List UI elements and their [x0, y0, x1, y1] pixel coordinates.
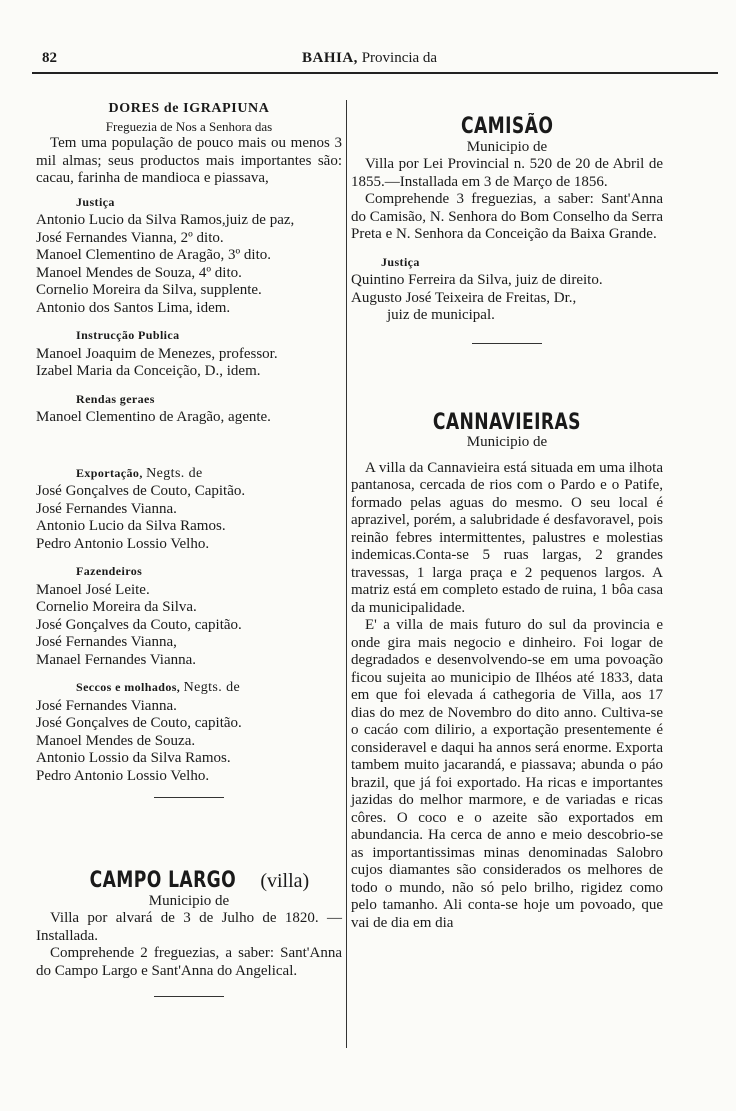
heading-seccos-bold: Seccos e molhados,	[76, 680, 181, 694]
section-paragraph: Tem uma população de pouco mais ou menos 3 mil almas; seus productos mais importantes são: cacau, farinha de mandioca e piassava,	[36, 135, 342, 186]
section-subtitle: Municipio de	[148, 892, 230, 909]
column-divider	[346, 100, 347, 1048]
section-subtitle: Municipio de	[466, 138, 548, 155]
list-item: Cornelio Moreira da Silva, supplente.	[36, 282, 262, 298]
list-item: José Fernandes Vianna.	[36, 697, 177, 714]
heading-exportacao	[76, 465, 342, 483]
running-head	[302, 50, 437, 67]
section-dores	[36, 100, 342, 798]
section-title-row	[351, 114, 663, 139]
list-item: Izabel Maria da Conceição, D., idem.	[36, 363, 261, 379]
list-item: José Fernandes Vianna,	[36, 634, 177, 650]
header-rule	[32, 72, 718, 74]
list-item: Manoel Mendes de Souza, 4º dito.	[36, 264, 242, 281]
list-item: Quintino Ferreira da Silva, juiz de direito.	[351, 272, 603, 288]
section-camisao	[351, 114, 663, 344]
section-paragraph: Comprehende 2 freguezias, a saber: Sant'Anna do Campo Largo e Sant'Anna do Angelical.	[36, 945, 342, 979]
list-item: Manael Fernandes Vianna.	[36, 651, 197, 668]
list-item: Cornelio Moreira da Silva.	[36, 599, 197, 615]
list-item: Antonio Lucio da Silva Ramos,juiz de paz,	[36, 212, 295, 228]
section-rule	[154, 996, 224, 997]
list-item: Manoel Mendes de Souza.	[36, 732, 196, 749]
list-item: Augusto José Teixeira de Freitas, Dr.,	[351, 289, 577, 306]
heading-justica: Justiça	[76, 194, 115, 209]
section-rule	[154, 797, 224, 798]
list-item: José Fernandes Vianna.	[36, 500, 177, 517]
page-header	[32, 50, 718, 74]
running-head-bold: BAHIA,	[302, 50, 358, 66]
section-title: CAMISÃO	[460, 114, 554, 139]
section-cannavieiras	[351, 409, 663, 933]
list-item: José Gonçalves de Couto, Capitão.	[36, 483, 246, 499]
list-item: Manoel Clementino de Aragão, 3º dito.	[36, 247, 272, 263]
heading-instrucao: Instrucção Publica	[76, 328, 180, 342]
page-number: 82	[42, 50, 57, 66]
list-justica	[36, 212, 342, 317]
section-paragraph: E' a villa de mais futuro do sul da provincia e onde gira mais negocio e dinheiro. Foi logar de degradados e desenvolvendo-se em uma povoação ficou sujeita ao municipio de Ilhéos até 1833, data em que foi elevada á cathegoria de Villa, aos 17 dias do mez de Novembro do dito anno. Cultiva-se o cacáo com dilirio, a exportação presentemente é consideravel e daqui ha annos será enorme. Exporta tambem muito jacarandá, e piassava; abunda o páo brazil, que já foi exportado. Ha ricas e importantes jazidas do melhor marmore, e de variadas e ricas côres. O coco e o azeite são exportados em abundancia. Ha cerca de anno e meio descobrio-se as importantissimas minas denominadas Salobro cujos diamantes são considerados os melhores de todo o mundo, não só pelo brilho, rigidez como pelo tamanho. Ali conta-se hoje um povoado, que vai de dia em dia	[351, 617, 663, 931]
running-head-rest: Provincia da	[361, 50, 438, 66]
list-item: Antonio Lossio da Silva Ramos.	[36, 750, 231, 766]
list-item: Manoel Joaquim de Menezes, professor.	[36, 345, 278, 362]
section-title-row	[351, 409, 663, 435]
list-item: José Gonçalves de Couto, capitão.	[36, 715, 242, 731]
list-item: juiz de municipal.	[387, 307, 495, 323]
list-item: José Fernandes Vianna, 2º dito.	[36, 229, 224, 246]
heading-rendas: Rendas geraes	[76, 391, 155, 406]
section-paragraph: Villa por alvará de 3 de Julho de 1820. —Installada.	[36, 910, 342, 944]
heading-justica: Justiça	[381, 254, 420, 269]
heading-fazendeiros: Fazendeiros	[76, 564, 143, 578]
list-item: Manoel José Leite.	[36, 581, 150, 598]
list-item: Manoel Clementino de Aragão, agente.	[36, 409, 271, 425]
section-subtitle: Municipio de	[466, 434, 548, 450]
heading-exportacao-rest: Negts. de	[146, 465, 203, 481]
heading-exportacao-bold: Exportação,	[76, 465, 143, 480]
heading-seccos	[76, 679, 342, 697]
list-item: Antonio Lucio da Silva Ramos.	[36, 518, 226, 534]
section-title-row	[36, 868, 342, 893]
section-paragraph: Villa por Lei Provincial n. 520 de 20 de Abril de 1855.—Installada em 3 de Março de 1856.	[351, 156, 663, 190]
section-campo-largo	[36, 868, 342, 997]
section-title-suffix: (villa)	[260, 870, 310, 892]
list-item: Pedro Antonio Lossio Velho.	[36, 535, 210, 552]
left-column	[36, 100, 342, 1009]
section-paragraph: A villa da Cannavieira está situada em uma ilhota pantanosa, cercada de rios com o Pardo e o Patife, formado pelas aguas do mesmo. O seu local é aprazivel, porém, a salubridade é desfavoravel, pois reinão febres intermittentes, palustres e molestias indemicas.Conta-se 5 ruas largas, 2 grandes travessas, 1 larga praça e 2 pequenos largos. A matriz está em completo estado de ruina, 1 bôa casa da municipalidade.	[351, 459, 663, 616]
list-item: Pedro Antonio Lossio Velho.	[36, 767, 210, 784]
list-item: Antonio dos Santos Lima, idem.	[36, 299, 231, 316]
section-title: CAMPO LARGO	[89, 868, 236, 893]
section-title: CANNAVIEIRAS	[432, 409, 582, 435]
section-rule	[472, 343, 542, 344]
right-column	[351, 100, 663, 932]
list-item: José Gonçalves da Couto, capitão.	[36, 616, 242, 633]
section-subtitle: Freguezia de Nos a Senhora das	[105, 118, 273, 134]
heading-seccos-rest: Negts. de	[183, 680, 241, 695]
section-paragraph: Comprehende 3 freguezias, a saber: Sant'Anna do Camisão, N. Senhora do Bom Conselho da Serra Preta e N. Senhora da Conceição da Baixa Grande.	[351, 191, 663, 242]
section-title: DORES de IGRAPIUNA	[108, 101, 270, 116]
